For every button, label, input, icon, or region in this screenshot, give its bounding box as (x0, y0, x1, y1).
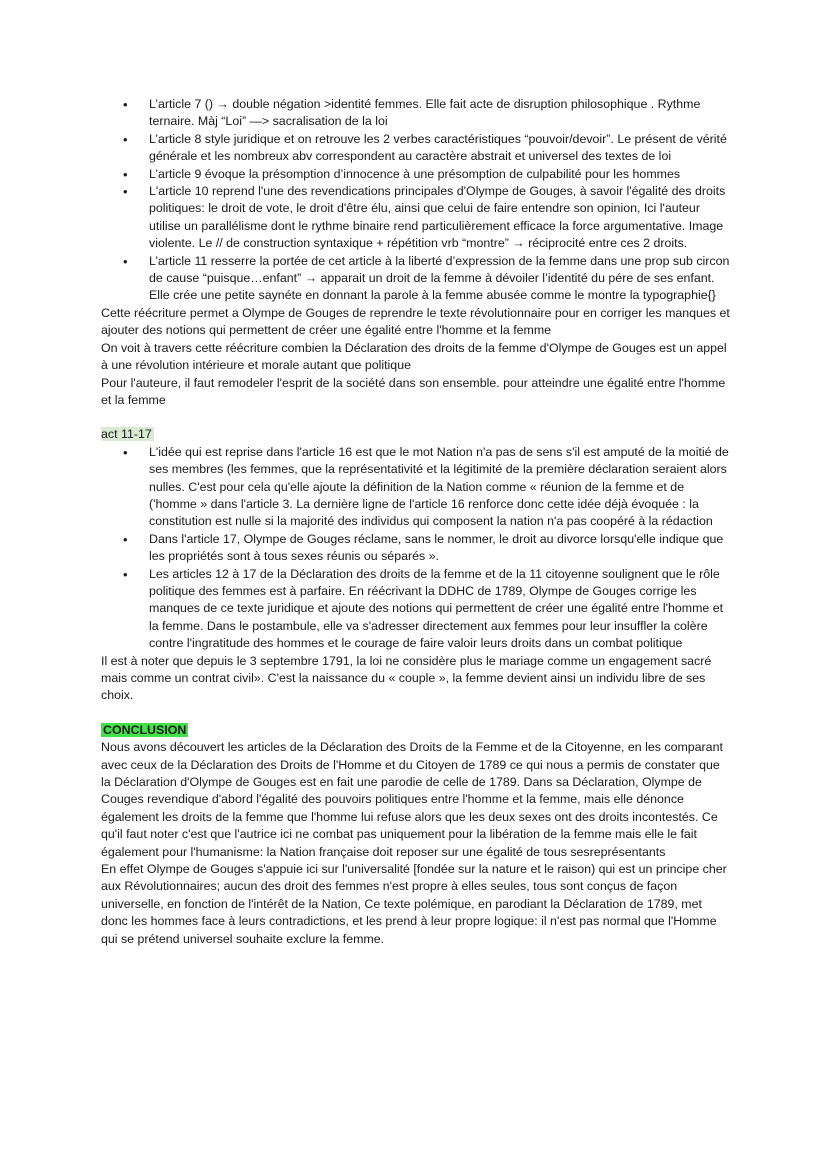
paragraph: Pour l'auteure, il faut remodeler l'esprit de la société dans son ensemble. pour atteindre une égalité entre l'homme et la femme (101, 375, 726, 407)
list-item: • Les articles 12 à 17 de la Déclaration des droits de la femme et de la 11 citoyenne soulignent que le rôle politique des femmes est à parfaire. En réécrivant la DDHC de 1789, Olympe de Gouges corrige les manques de ce texte juridique et ajoute des notions qui permettent de créer une égalité entre l'homme et la femme. Dans le postambule, elle va s'adresser directement aux femmes pour leur insuffler la colère contre l'ingratitude des hommes et le courage de faire valoir leurs droits dans un combat politique (101, 566, 731, 653)
article-analysis-list-2 (101, 444, 731, 653)
article-analysis-list (101, 96, 731, 305)
paragraph: Cette réécriture permet a Olympe de Gouges de reprendre le texte révolutionnaire pour en corriger les manques et ajouter des notions qui permettent de créer une égalité entre l'homme et la femme (101, 305, 730, 338)
list-item: • L’article 7 () → double négation >identité femmes. Elle fait acte de disruption philosophique . Rythme ternaire. Màj “Loi” —> sacralisation de la loi (101, 96, 731, 131)
section-heading-row (101, 426, 731, 443)
paragraph: Il est à noter que depuis le 3 septembre 1791, la loi ne considère plus le mariage comme un engagement sacré mais comme un contrat civil». C'est la naissance du « couple », la femme devient ainsi un individu libre de ses choix. (101, 653, 712, 703)
spacer (101, 409, 731, 426)
list-item: • Dans l'article 17, Olympe de Gouges réclame, sans le nommer, le droit au divorce lorsqu'elle indique que les propriétés sont à tous sexes réunis ou séparés ». (101, 531, 731, 566)
conclusion-heading: CONCLUSION (103, 722, 187, 737)
list-item: • L’article 8 style juridique et on retrouve les 2 verbes caractéristiques “pouvoir/devoir”. Le présent de vérité générale et les nombreux abv correspondent au caractère abstrait et universel des textes de loi (101, 131, 731, 166)
conclusion-heading-row (101, 722, 731, 739)
list-item: • L'article 10 reprend l'une des revendications principales d'Olympe de Gouges, à savoir l'égalité des droits politiques: le droit de vote, le droit d'être élu, ainsi que celui de faire entendre son opinion, Ici l'auteur utilise un parallélisme dont le rythme binaire rend particulièrement efficace la force argumentative. Image violente. Le // de construction syntaxique + répétition vrb “montre” → réciprocité entre ces 2 droits. (101, 183, 731, 253)
spacer (101, 705, 731, 722)
paragraph: Nous avons découvert les articles de la Déclaration des Droits de la Femme et de la Citoyenne, en les comparant avec ceux de la Déclaration des Droits de l'Homme et du Citoyen de 1789 ce qui nous a permis de constater que la Déclaration d'Olympe de Gouges est en fait une parodie de celle de 1789. Dans sa Déclaration, Olympe de Couges revendique d'abord l'égalité des pouvoirs politiques entre l'homme et la femme, mais elle dénonce également les droits de la femme que l'homme lui refuse alors que les deux sexes ont des droits incontestés. Ce qu'il faut noter c'est que l'autrice ici ne combat pas uniquement pour la libération de la femme mais elle le fait également pour l'humanisme: la Nation française doit reposer sur une égalité de tous sesreprésentants (101, 740, 723, 859)
list-item: • L’article 11 resserre la portée de cet article à la liberté d’expression de la femme dans une prop sub circon de cause “puisque…enfant” → apparait un droit de la femme à dévoiler l’identité du pére de ses enfant. Elle crée une petite saynéte en donnant la parole à la femme abusée comme le montre la typographie{} (101, 253, 731, 305)
section-heading: act 11-17 (101, 427, 152, 442)
paragraph: En effet Olympe de Gouges s'appuie ici sur l'universalité [fondée sur la nature et le raison) qui est un principe cher aux Révolutionnaires; aucun des droit des femmes n'est propre à elles seules, tous sont conçus de façon universelle, en fonction de l'intérêt de la Nation, Ce texte polémique, en parodiant la Déclaration de 1789, met donc les hommes face à leurs contradictions, et les prend à leur propre logique: il n'est pas normal que l'Homme qui se prétend universel souhaite exclure la femme. (101, 862, 727, 946)
paragraph: On voit à travers cette réécriture combien la Déclaration des droits de la femme d'Olympe de Gouges est un appel à une révolution intérieure et morale autant que politique (101, 340, 727, 373)
document-body (101, 96, 731, 948)
list-item: • L'idée qui est reprise dans l'article 16 est que le mot Nation n'a pas de sens s'il est amputé de la moitié de ses membres (les femmes, que la représentativité et la légitimité de la première déclaration seraient alors nulles. C'est pour cela qu'elle ajoute la définition de la Nation comme « réunion de la femme et de ('homme » dans l'article 3. La dernière ligne de l'article 16 renforce donc cette idée déjà évoquée : la constitution est nulle si la majorité des individus qui composent la nation n'a pas coopéré à la rédaction (101, 444, 731, 531)
list-item: • L’article 9 évoque la présomption d’innocence à une présomption de culpabilité pour les hommes (101, 166, 731, 183)
